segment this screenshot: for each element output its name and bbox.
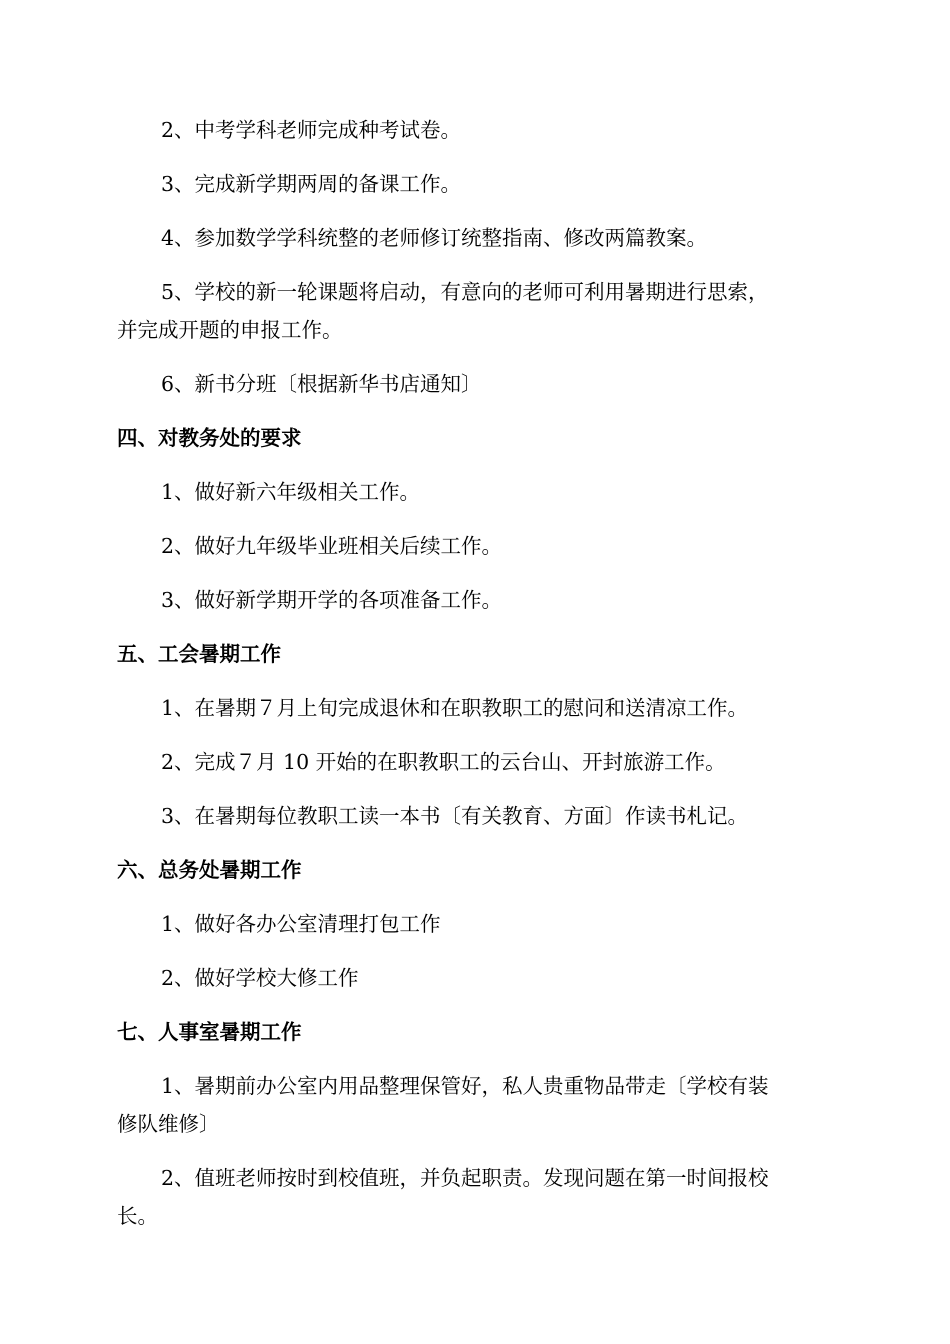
list-item: 1、在暑期７月上旬完成退休和在职教职工的慰问和送清凉工作。	[161, 696, 749, 720]
list-item: 3、做好新学期开学的各项准备工作。	[161, 588, 503, 612]
section-heading: 五、工会暑期工作	[117, 642, 281, 666]
section-heading: 四、对教务处的要求	[117, 426, 302, 450]
list-item: 1、做好新六年级相关工作。	[161, 480, 421, 504]
list-item: 2、值班老师按时到校值班，并负起职责。发现问题在第一时间报校	[161, 1166, 769, 1190]
list-item: 1、做好各办公室清理打包工作	[161, 912, 441, 936]
list-item-continuation: 长。	[117, 1204, 158, 1228]
list-item: 2、做好学校大修工作	[161, 966, 359, 990]
list-item: 2、做好九年级毕业班相关后续工作。	[161, 534, 503, 558]
list-item-continuation: 并完成开题的申报工作。	[117, 318, 343, 342]
list-item: 4、参加数学学科统整的老师修订统整指南、修改两篇教案。	[161, 226, 708, 250]
section-heading: 六、总务处暑期工作	[117, 858, 302, 882]
list-item: 2、中考学科老师完成种考试卷。	[161, 118, 462, 142]
list-item: 3、完成新学期两周的备课工作。	[161, 172, 462, 196]
list-item: 1、暑期前办公室内用品整理保管好，私人贵重物品带走〔学校有装	[161, 1074, 769, 1098]
list-item-continuation: 修队维修〕	[117, 1112, 220, 1136]
list-item: 6、新书分班〔根据新华书店通知〕	[161, 372, 482, 396]
section-heading: 七、人事室暑期工作	[117, 1020, 302, 1044]
list-item: 2、完成７月 10 开始的在职教职工的云台山、开封旅游工作。	[161, 750, 726, 774]
list-item: 3、在暑期每位教职工读一本书〔有关教育、方面〕作读书札记。	[161, 804, 749, 828]
list-item: 5、学校的新一轮课题将启动，有意向的老师可利用暑期进行思索，	[161, 280, 769, 304]
